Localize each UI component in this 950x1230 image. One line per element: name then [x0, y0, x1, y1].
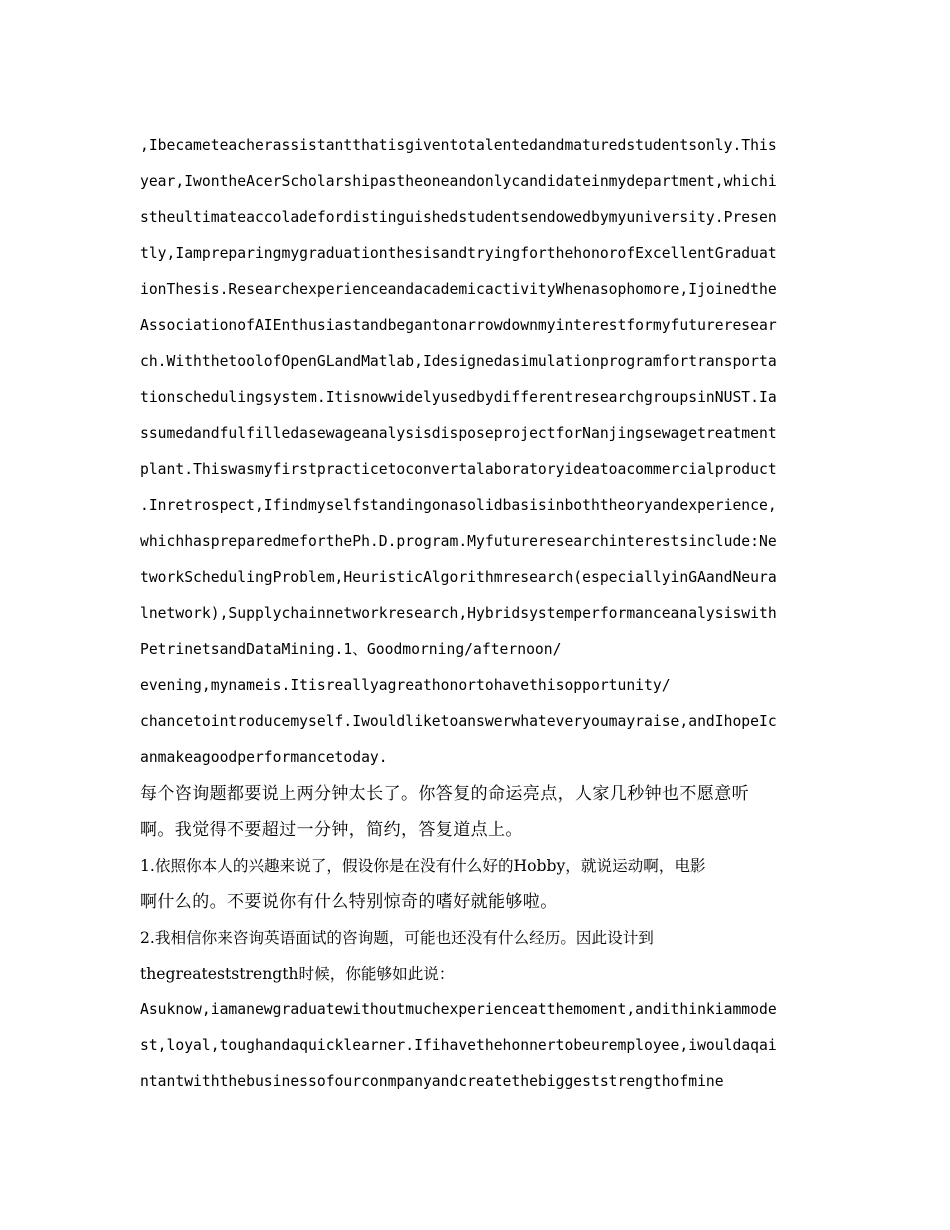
document-body	[140, 128, 812, 1100]
text-line: chancetointroducemyself.Iwouldliketoanswerwhateveryoumayraise,andIhopeIc	[140, 713, 777, 730]
text-line: anmakeagoodperformancetoday.	[140, 749, 388, 766]
text-line: ch.WiththetoolofOpenGLandMatlab,Idesignedasimulationprogramfortransporta	[140, 353, 777, 370]
text-line: tly,IampreparingmygraduationthesisandtryingforthehonorofExcellentGraduat	[140, 245, 777, 262]
text-line: 1.依照你本人的兴趣来说了，假设你是在没有什么好的Hobby，就说运动啊，电影	[140, 857, 706, 875]
text-line: plant.Thiswasmyfirstpracticetoconvertalaboratoryideatoacommercialproduct	[140, 461, 777, 478]
english-paragraph	[140, 128, 812, 776]
text-line: Asuknow,iamanewgraduatewithoutmuchexperienceatthemoment,andithinkiammode	[140, 1001, 777, 1018]
text-line: thegreateststrength时候，你能够如此说：	[140, 965, 455, 983]
text-line: ntantwiththebusinessofourconmpanyandcreatethebiggeststrengthofmine	[140, 1073, 724, 1090]
chinese-advice	[140, 776, 812, 992]
text-line: st,loyal,toughandaquicklearner.Ifihavethehonnertobeuremployee,iwouldaqai	[140, 1037, 777, 1054]
text-line: 2.我相信你来咨询英语面试的咨询题，可能也还没有什么经历。因此设计到	[140, 929, 654, 947]
sample-answer	[140, 992, 812, 1100]
text-line: ssumedandfulfilledasewageanalysisdisposeprojectforNanjingsewagetreatment	[140, 425, 777, 442]
text-line: stheultimateaccoladefordistinguishedstudentsendowedbymyuniversity.Presen	[140, 209, 777, 226]
text-line: 啊什么的。不要说你有什么特别惊奇的嗜好就能够啦。	[140, 892, 558, 912]
text-line: ionThesis.ResearchexperienceandacademicactivityWhenasophomore,Ijoinedthe	[140, 281, 777, 298]
text-line: .Inretrospect,Ifindmyselfstandingonasolidbasisinboththeoryandexperience,	[140, 497, 777, 514]
text-line: year,IwontheAcerScholarshipastheoneandonlycandidateinmydepartment,whichi	[140, 173, 777, 190]
text-line: evening,mynameis.Itisreallyagreathonortohavethisopportunity/	[140, 677, 671, 694]
text-line: ,Ibecameteacherassistantthatisgiventotalentedandmaturedstudentsonly.This	[140, 137, 777, 154]
text-line: 每个咨询题都要说上两分钟太长了。你答复的命运亮点，人家几秒钟也不愿意听	[140, 784, 749, 804]
text-line: tionschedulingsystem.ItisnowwidelyusedbydifferentresearchgroupsinNUST.Ia	[140, 389, 777, 406]
text-line: tworkSchedulingProblem,HeuristicAlgorithmresearch(especiallyinGAandNeura	[140, 569, 777, 586]
text-line: lnetwork),Supplychainnetworkresearch,Hybridsystemperformanceanalysiswith	[140, 605, 777, 622]
text-line: AssociationofAIEnthusiastandbegantonarrowdownmyinterestformyfutureresear	[140, 317, 777, 334]
text-line: PetrinetsandDataMining.1、Goodmorning/afternoon/	[140, 641, 562, 658]
text-line: whichhaspreparedmeforthePh.D.program.Myfutureresearchinterestsinclude:Ne	[140, 533, 777, 550]
text-line: 啊。我觉得不要超过一分钟，简约，答复道点上。	[140, 820, 523, 840]
